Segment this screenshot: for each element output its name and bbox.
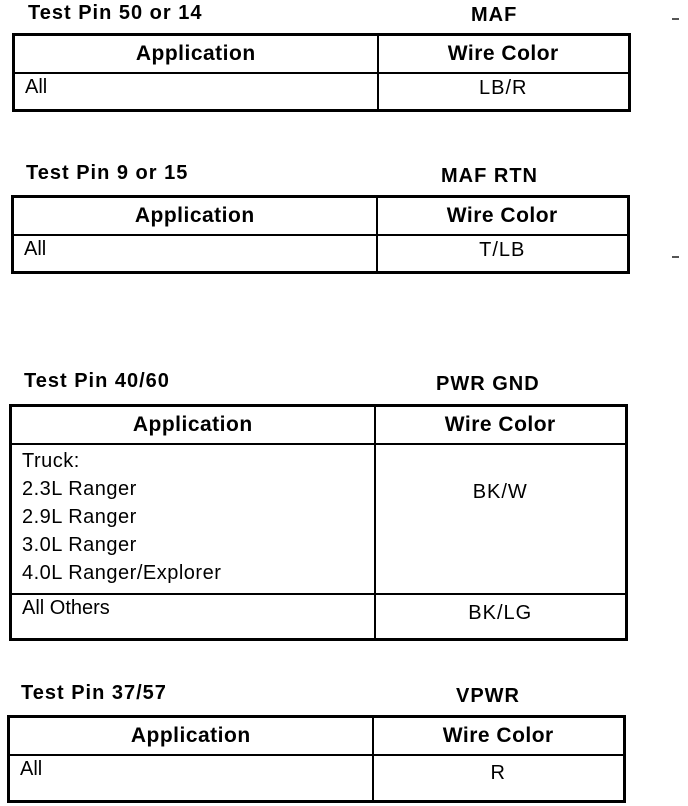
table-2-title: Test Pin 9 or 15 [26,162,189,184]
application-line: 3.0L Ranger [22,534,137,556]
application-header: Application [9,717,373,756]
wire-color-header: Wire Color [373,717,625,756]
table-2-signal: MAF RTN [441,165,538,187]
scan-mark [672,256,679,258]
wire-color-cell: LB/R [378,73,630,111]
wire-color-header: Wire Color [375,406,627,445]
application-header: Application [11,406,375,445]
application-cell: All [13,235,377,273]
table-1-title: Test Pin 50 or 14 [28,2,203,24]
scan-mark [672,18,679,20]
table-3-title: Test Pin 40/60 [24,370,170,392]
wire-color-cell: BK/LG [375,594,627,640]
table-row [13,235,629,273]
table-row [9,755,625,802]
application-header: Application [14,35,378,74]
table-row [14,73,630,111]
wire-color-cell: T/LB [377,235,629,273]
table-1-signal: MAF [471,4,518,26]
wire-color-cell: R [373,755,625,802]
application-line: Truck: [22,450,80,472]
application-line: 4.0L Ranger/Explorer [22,562,222,584]
wire-color-table-1 [12,33,631,112]
application-header: Application [13,197,377,236]
table-4-title: Test Pin 37/57 [21,682,167,704]
table-row [11,594,627,640]
application-line: 2.9L Ranger [22,506,137,528]
application-line: 2.3L Ranger [22,478,137,500]
application-cell: All [9,755,373,802]
wire-color-table-2 [11,195,630,274]
application-cell: All Others [11,594,375,640]
application-cell [11,444,375,594]
wire-color-header: Wire Color [378,35,630,74]
wire-color-header: Wire Color [377,197,629,236]
wire-color-table-3 [9,404,628,641]
application-cell: All [14,73,378,111]
table-4-signal: VPWR [456,685,520,707]
wire-color-cell: BK/W [375,444,627,594]
wire-color-table-4 [7,715,626,803]
table-3-signal: PWR GND [436,373,540,395]
table-row [11,444,627,594]
